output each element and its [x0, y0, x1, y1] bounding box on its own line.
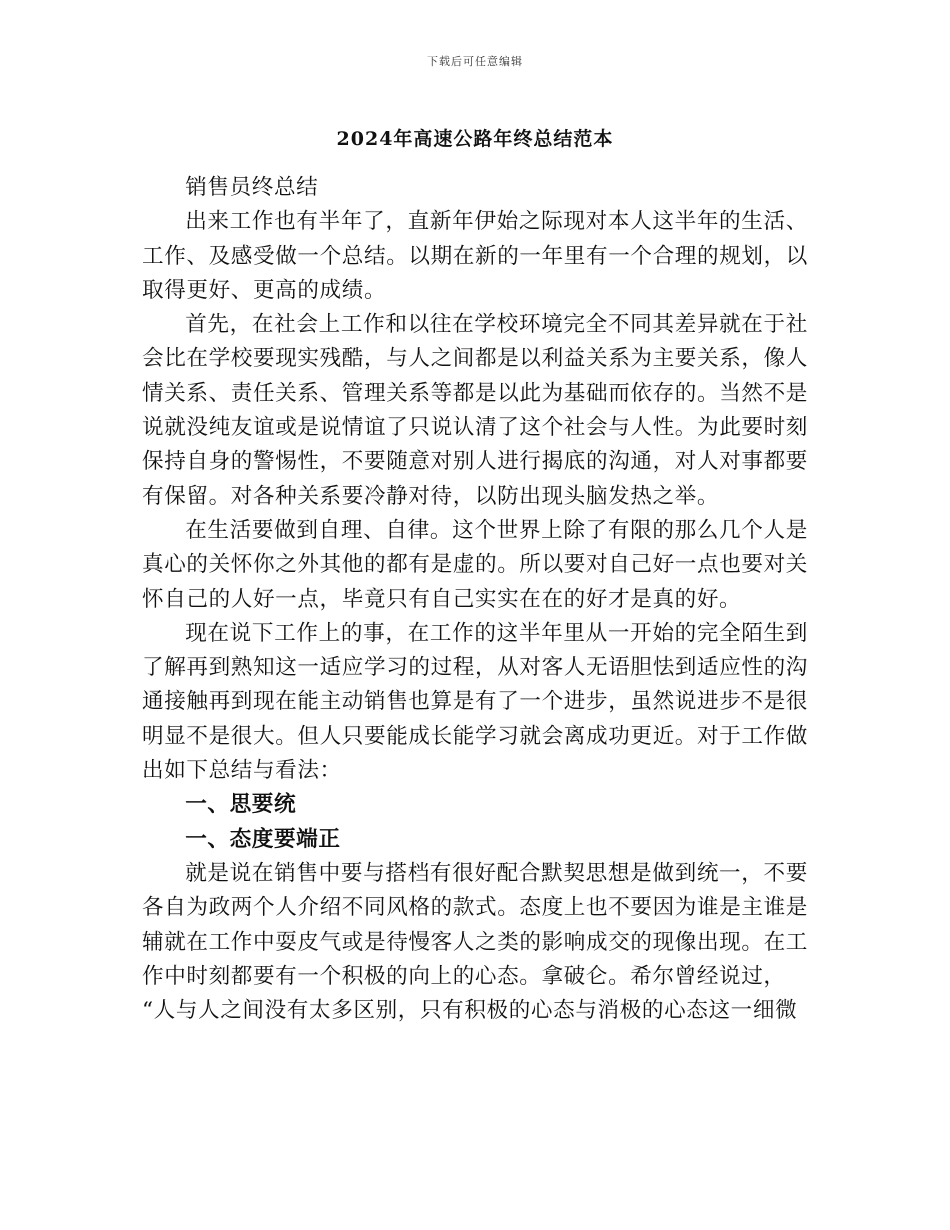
paragraph: 就是说在销售中要与搭档有很好配合默契思想是做到统一，不要各自为政两个人介绍不同风格的款式。态度上也不要因为谁是主谁是辅就在工作中耍皮气或是待慢客人之类的影响成交的现像出现。在工作中时刻都要有一个积极的向上的心态。拿破仑。希尔曾经说过，: [142, 860, 808, 989]
paragraph: 首先，在社会上工作和以往在学校环境完全不同其差异就在于社会比在学校要现实残酷，与人之间都是以利益关系为主要关系，像人情关系、责任关系、管理关系等都是以此为基础而依存的。当然不是说就没纯友谊或是说情谊了只说认清了这个社会与人性。为此要时刻保持自身的警惕性，不要随意对别人进行揭底的沟通，对人对事都要有保留。对各种关系要冷静对待，以防出现头脑发热之举。: [142, 312, 808, 509]
section-heading: 一、态度要端正: [185, 826, 341, 852]
paragraph-continued: “人与人之间没有太多区别，只有积极的心态与消极的心态这一细微: [142, 998, 798, 1024]
paragraph: 出来工作也有半年了，直新年伊始之际现对本人这半年的生活、工作、及感受做一个总结。以期在新的一年里有一个合理的规划，以取得更好、更高的成绩。: [142, 209, 808, 303]
document-title: 2024年高速公路年终总结范本: [336, 128, 614, 150]
header-note: 下载后可任意编辑: [427, 55, 523, 68]
paragraph-subtitle: 销售员终总结: [185, 175, 319, 200]
paragraph: 在生活要做到自理、自律。这个世界上除了有限的那么几个人是真心的关怀你之外其他的都有是虚的。所以要对自己好一点也要对关怀自己的人好一点，毕竟只有自己实实在在的好才是真的好。: [142, 517, 808, 612]
section-heading: 一、思要统: [185, 792, 297, 818]
document-body: [142, 171, 808, 1028]
paragraph: 现在说下工作上的事，在工作的这半年里从一开始的完全陌生到了解再到熟知这一适应学习的过程，从对客人无语胆怯到适应性的沟通接触再到现在能主动销售也算是有了一个进步，虽然说进步不是很明显不是很大。但人只要能成长能学习就会离成功更近。对于工作做出如下总结与看法：: [142, 620, 808, 784]
